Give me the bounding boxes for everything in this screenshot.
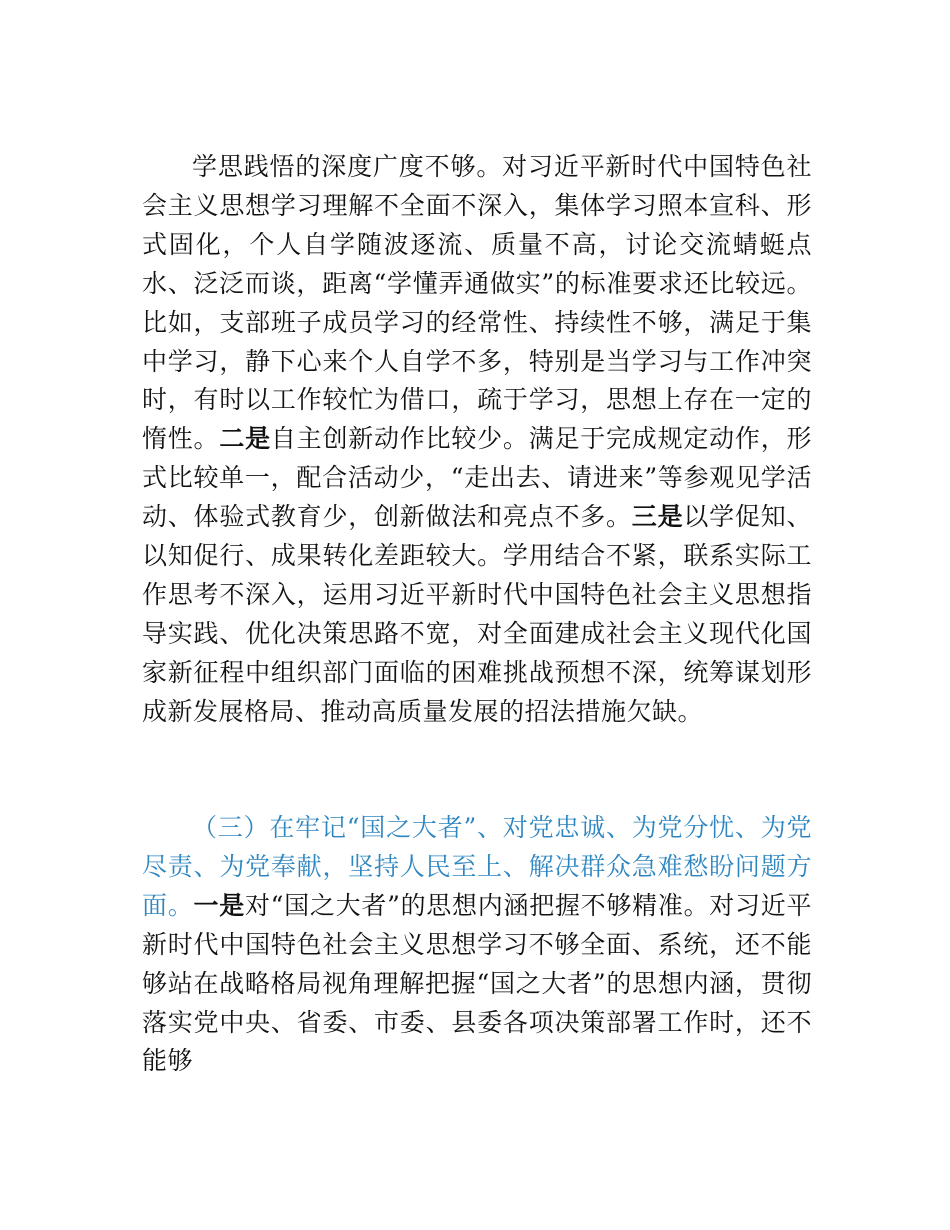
- paragraph-learning-depth: [142, 148, 812, 732]
- paragraph-section-three: [142, 809, 812, 1081]
- point-marker-one: 一是: [193, 890, 245, 920]
- paragraph-text: 对“国之大者”的思想内涵把握不够精准。对习近平新时代中国特色社会主义思想学习不够全面、系统，还不能够站在战略格局视角理解把握“国之大者”的思想内涵，贯彻落实党中央、省委、市委、县委各项决策部署工作时，还不能够: [142, 890, 812, 1076]
- paragraph-text-a: 学思践悟的深度广度不够。对习近平新时代中国特色社会主义思想学习理解不全面不深入，集体学习照本宣科、形式固化，个人自学随波逐流、质量不高，讨论交流蜻蜓点水、泛泛而谈，距离“学懂弄通做实”的标准要求还比较远。比如，支部班子成员学习的经常性、持续性不够，满足于集中学习，静下心来个人自学不多，特别是当学习与工作冲突时，有时以工作较忙为借口，疏于学习，思想上存在一定的惰性。: [142, 152, 812, 454]
- section-heading-three: （三）在牢记“国之大者”、对党忠诚、为党分忧、为党尽责、为党奉献，坚持人民至上、解决群众急难愁盼问题方面。: [142, 813, 812, 920]
- paragraph-text-b: 自主创新动作比较少。满足于完成规定动作，形式比较单一，配合活动少，“走出去、请进来”等参观见学活动、体验式教育少，创新做法和亮点不多。: [142, 424, 812, 532]
- paragraph-text-c: 以学促知、以知促行、成果转化差距较大。学用结合不紧，联系实际工作思考不深入，运用习近平新时代中国特色社会主义思想指导实践、优化决策思路不宽，对全面建成社会主义现代化国家新征程中组织部门面临的困难挑战预想不深，统筹谋划形成新发展格局、推动高质量发展的招法措施欠缺。: [142, 502, 812, 726]
- point-marker-two: 二是: [219, 424, 271, 454]
- point-marker-three: 三是: [631, 502, 684, 532]
